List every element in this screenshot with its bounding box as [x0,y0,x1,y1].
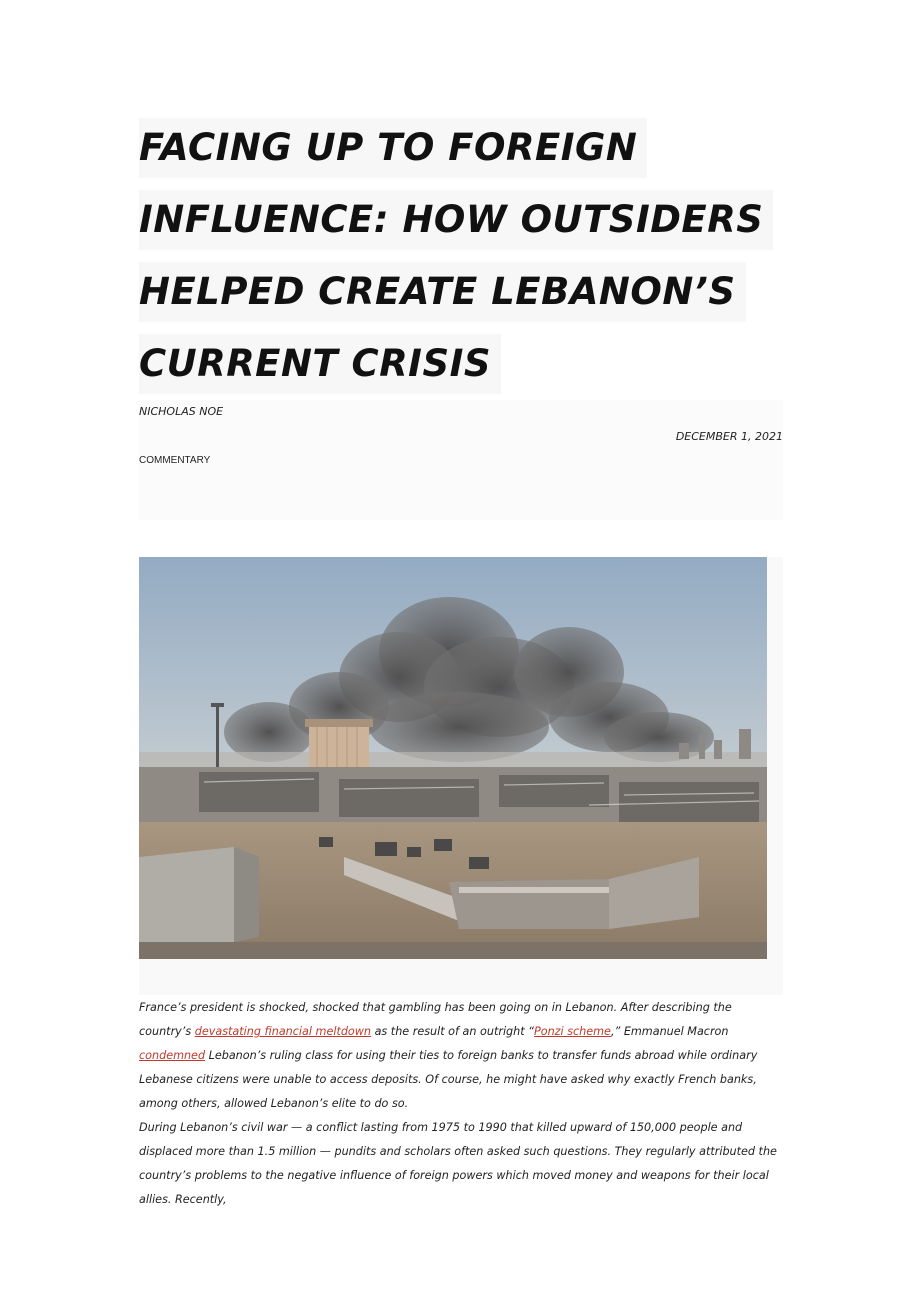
article-title-line-4: CURRENT CRISIS [139,334,501,394]
condemned-link[interactable]: condemned [139,1049,206,1062]
financial-meltdown-link[interactable]: devastating financial meltdown [194,1025,372,1038]
paragraph-1-part-c: ,” Emmanuel Macron [610,1025,729,1038]
article-body [139,996,783,1212]
paragraph-1-part-b: as the result of an outright “ [371,1025,534,1038]
publish-date: DECEMBER 1, 2021 [675,430,783,443]
hero-image [139,557,767,959]
author-name[interactable]: NICHOLAS NOE [139,405,224,418]
paragraph-1-part-d: Lebanon’s ruling class for using their ties to foreign banks to transfer funds abroad while ordinary Lebanese citizens were unable to access deposits. Of course, he might have asked why exactly French banks, among others, allowed Lebanon’s elite to do so. [139,1049,758,1110]
paragraph-1 [139,996,783,1116]
article-title-line-2: INFLUENCE: HOW OUTSIDERS [139,190,773,250]
meta-block [139,400,783,520]
article-title-line-3: HELPED CREATE LEBANON’S [139,262,746,322]
hero-figure [139,557,783,995]
ponzi-scheme-link[interactable]: Ponzi scheme [533,1025,611,1038]
paragraph-2: During Lebanon’s civil war — a conflict lasting from 1975 to 1990 that killed upward of 150,000 people and displaced more than 1.5 million — pundits and scholars often asked such questions. They regularly attributed the country’s problems to the negative influence of foreign powers which moved money and weapons for their local allies. Recently, [139,1121,777,1206]
grain-silos [305,719,373,773]
paragraph-1-part-a: France’s president is shocked, shocked that gambling has been going on in Lebanon. After describing the country’s [139,1001,732,1038]
article-title-line-1: FACING UP TO FOREIGN [139,118,647,178]
category-label[interactable]: COMMENTARY [139,455,211,466]
